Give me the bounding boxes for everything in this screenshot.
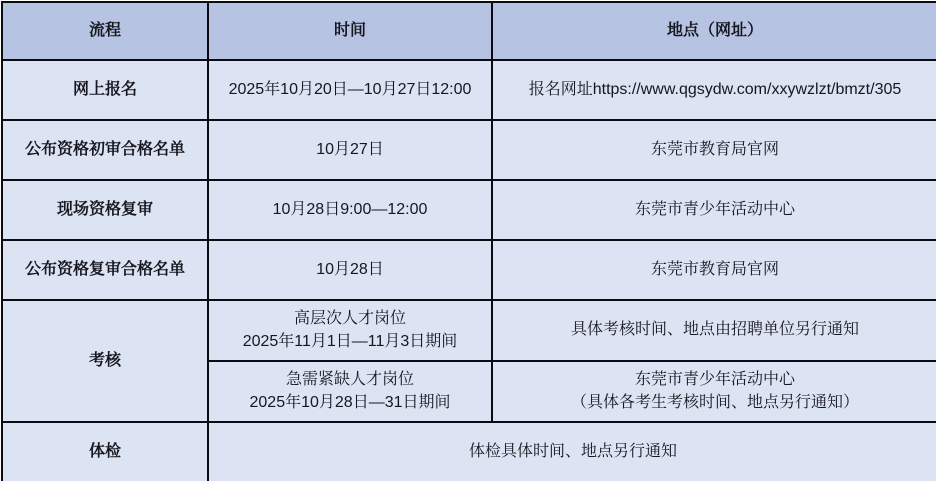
cell-time: 10月28日9:00—12:00 — [208, 180, 492, 240]
cell-process: 公布资格初审合格名单 — [2, 120, 208, 180]
time-line-2: 2025年11月1日—11月3日期间 — [242, 332, 458, 350]
cell-merged-notice: 体检具体时间、地点另行通知 — [208, 422, 936, 481]
location-line-2: （具体各考生考核时间、地点另行通知） — [570, 393, 859, 411]
table-row-onsite-review — [2, 180, 936, 240]
cell-location-highlevel: 具体考核时间、地点由招聘单位另行通知 — [492, 300, 936, 361]
cell-location: 东莞市青少年活动中心 — [492, 180, 936, 240]
cell-process-assessment: 考核 — [2, 300, 208, 422]
time-line-1: 急需紧缺人才岗位 — [285, 371, 414, 389]
cell-process: 网上报名 — [2, 60, 208, 120]
recruitment-schedule-table — [1, 1, 936, 481]
cell-location: 东莞市教育局官网 — [492, 240, 936, 300]
header-cell-process: 流程 — [2, 2, 208, 60]
cell-location: 东莞市教育局官网 — [492, 120, 936, 180]
cell-process: 体检 — [2, 422, 208, 481]
time-line-2: 2025年10月28日—31日期间 — [249, 393, 451, 411]
cell-time-highlevel — [208, 300, 492, 361]
cell-time-urgent — [208, 361, 492, 422]
cell-time: 10月27日 — [208, 120, 492, 180]
table-row-assessment-highlevel — [2, 300, 936, 361]
table-row-second-review-list — [2, 240, 936, 300]
time-line-1: 高层次人才岗位 — [293, 310, 406, 328]
table-row-physical-exam — [2, 422, 936, 481]
table-row-initial-review-list — [2, 120, 936, 180]
header-cell-location: 地点（网址） — [492, 2, 936, 60]
table-row-online-registration — [2, 60, 936, 120]
cell-time: 2025年10月20日—10月27日12:00 — [208, 60, 492, 120]
location-line-1: 东莞市青少年活动中心 — [634, 371, 795, 389]
cell-process: 公布资格复审合格名单 — [2, 240, 208, 300]
cell-location-urgent — [492, 361, 936, 422]
header-row — [2, 2, 936, 60]
header-cell-time: 时间 — [208, 2, 492, 60]
cell-time: 10月28日 — [208, 240, 492, 300]
cell-location-url: 报名网址https://www.qgsydw.com/xxywzlzt/bmzt/305 — [492, 60, 936, 120]
cell-process: 现场资格复审 — [2, 180, 208, 240]
